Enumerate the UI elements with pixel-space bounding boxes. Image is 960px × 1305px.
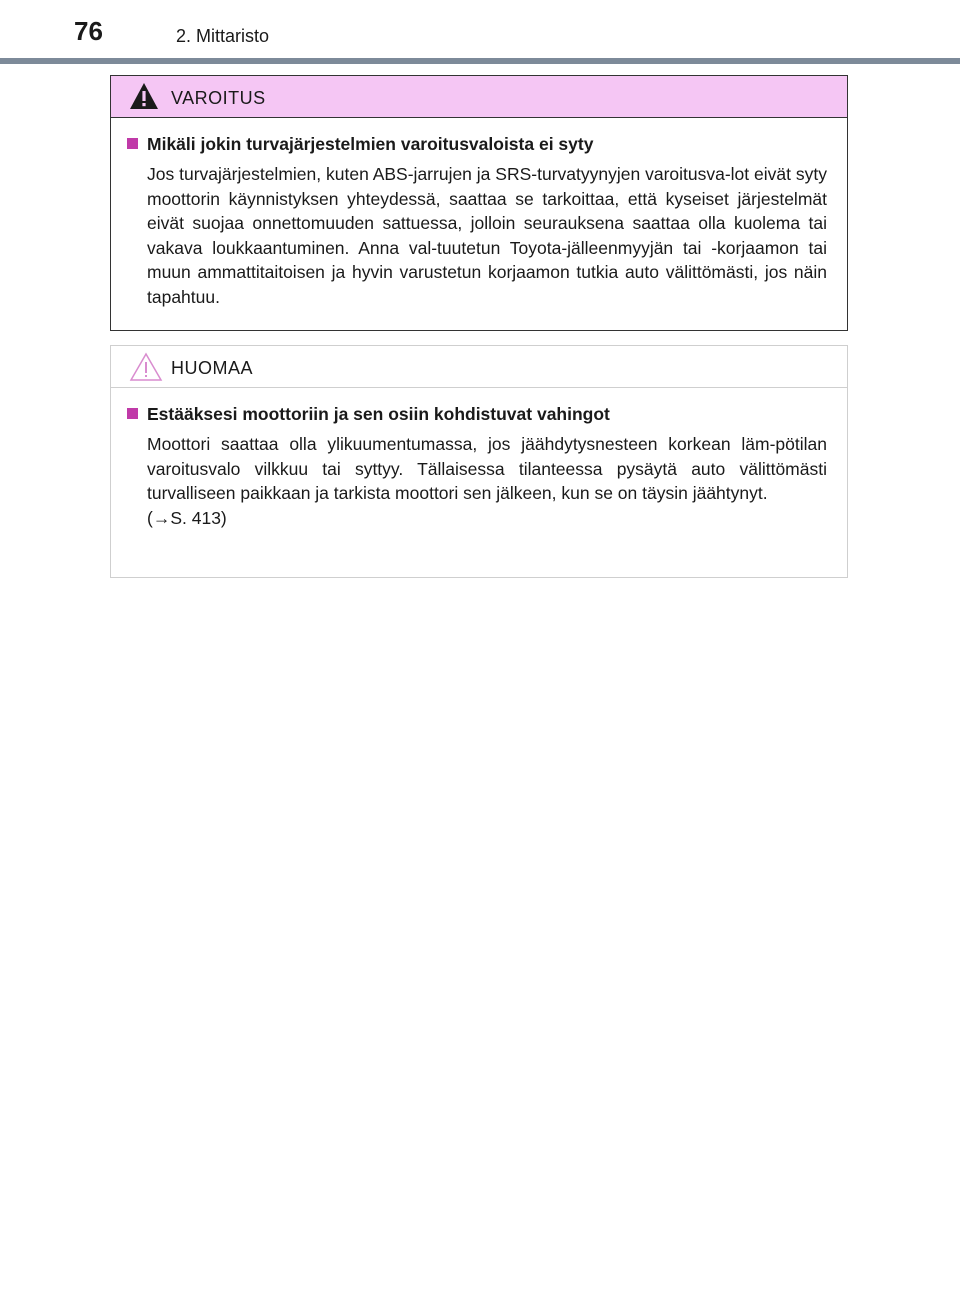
notice-title-text: Estääksesi moottoriin ja sen osiin kohdistuvat vahingot xyxy=(147,404,610,424)
warning-title-text: Mikäli jokin turvajärjestelmien varoitusvaloista ei syty xyxy=(147,134,594,154)
warning-label: VAROITUS xyxy=(171,88,266,108)
notice-box xyxy=(110,345,848,578)
page-reference: (→S. 413) xyxy=(147,507,227,528)
caution-triangle-outline-icon xyxy=(129,352,163,382)
notice-label: HUOMAA xyxy=(171,358,254,378)
warning-triangle-icon xyxy=(129,82,159,110)
header-rule xyxy=(0,58,960,64)
warning-header xyxy=(111,76,847,118)
warning-item-title xyxy=(127,132,827,156)
page-number: 76 xyxy=(74,16,103,46)
notice-text: Moottori saattaa olla ylikuumentumassa, jos jäähdytysnesteen korkean läm-pötilan varoitusvalo vilkkuu tai syttyy. Tällaisessa tilanteessa pysäytä auto välittömästi turvalliseen paikkaan ja tarkista moottori sen jälkeen, kun se on täysin jäähtynyt. xyxy=(147,434,827,503)
notice-item-title xyxy=(127,402,827,426)
warning-box xyxy=(110,75,848,331)
warning-text: Jos turvajärjestelmien, kuten ABS-jarrujen ja SRS-turvatyynyjen varoitusva-lot eivät syty moottorin käynnistyksen yhteydessä, saattaa se tarkoittaa, että kyseiset järjestelmät eivät suojaa onnettomuuden sattuessa, jolloin seurauksena saattaa olla kuolema tai vakava loukkaantuminen. Anna val-tuutetun Toyota-jälleenmyyjän tai -korjaamon tai muun ammattitaitoisen ja hyvin varustetun korjaamon tutkia auto välittömästi, jos näin tapahtuu. xyxy=(147,164,827,307)
square-bullet-icon xyxy=(127,408,138,419)
square-bullet-icon xyxy=(127,138,138,149)
section-title: 2. Mittaristo xyxy=(176,26,270,46)
notice-header xyxy=(111,346,847,388)
